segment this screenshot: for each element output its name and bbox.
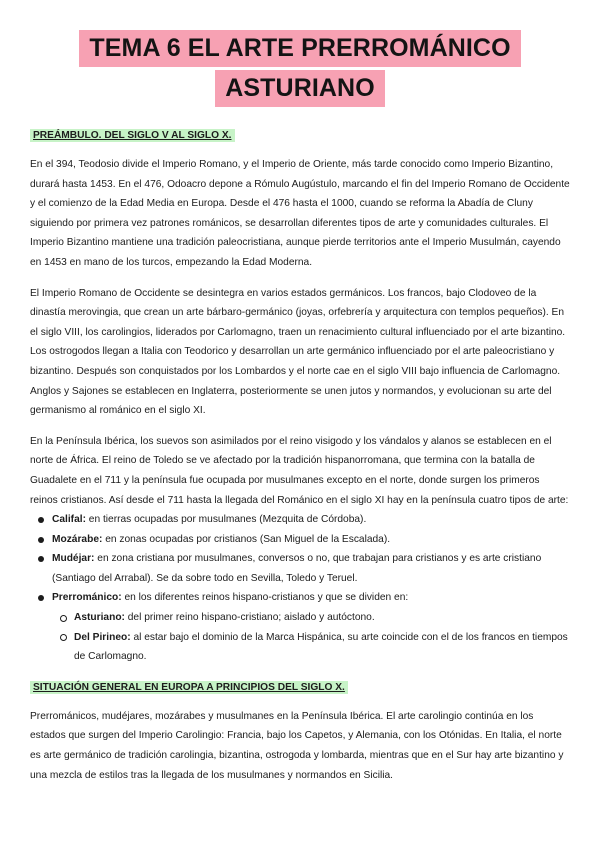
page-title-line-1: TEMA 6 EL ARTE PRERROMÁNICO [79,30,520,67]
list-item-term: Mudéjar: [52,553,95,565]
paragraph-1: En el 394, Teodosio divide el Imperio Romano, y el Imperio de Oriente, más tarde conocido como Imperio Bizantino, durará hasta 1453. En el 476, Odoacro depone a Rómulo Augústulo, marcando el fin del Imperio Romano de Occidente y el comienzo de la Edad Media en Europa. Desde el 476 hasta el 1000, cuando se reforma la Abadía de Cluny siguiendo por primera vez patrones románicos, se desarrollan diferentes tipos de arte y comunidades culturales. El Imperio Bizantino mantiene una tradición paleocristiana, aunque pierde territorios ante el Imperio Musulmán, cayendo en 1453 en mano de los turcos, empezando la Edad Moderna. [30,159,570,268]
section-heading-preambulo: PREÁMBULO. DEL SIGLO V AL SIGLO X. [30,129,235,142]
list-item-text: en tierras ocupadas por musulmanes (Mezquita de Córdoba). [85,514,367,526]
list-item-text: del primer reino hispano-cristiano; aislado y autóctono. [124,612,375,624]
section-preambulo [30,125,570,667]
prerromanico-sublist [52,608,570,667]
sublist-item-pirineo [74,628,570,667]
paragraph-4: Prerrománicos, mudéjares, mozárabes y musulmanes en la Península Ibérica. El arte carolingio continúa en los estados que surgen del Imperio Carolingio: Francia, bajo los Capetos, y Alemania, con los Otónidas. En Italia, el norte es arte germánico de tradición carolingia, bizantina, ostrogoda y lombarda, mientras que en el Sur hay arte bizantino y una mezcla de estilos tras la llegada de los musulmanes y normandos en Sicilia. [30,710,564,781]
section-situacion [30,677,570,785]
section-heading-situacion: SITUACIÓN GENERAL EN EUROPA A PRINCIPIOS DEL SIGLO X. [30,681,348,694]
art-types-list [30,510,570,667]
sublist-item-asturiano [74,608,570,628]
page-title-line-2: ASTURIANO [215,70,385,107]
list-item-califal [52,510,570,530]
list-item-term: Del Pirineo: [74,631,131,643]
list-item-mozarabe [52,530,570,550]
title-block [30,0,570,110]
list-item-term: Califal: [52,514,86,526]
list-item-text: en zonas ocupadas por cristianos (San Miguel de la Escalada). [102,533,391,545]
paragraph-2: El Imperio Romano de Occidente se desintegra en varios estados germánicos. Los francos, bajo Clodoveo de la dinastía merovingia, que crean un arte bárbaro-germánico (joyas, orfebrería y arquitectura con templos pequeños). En el siglo VIII, los carolingios, liderados por Carlomagno, traen un renacimiento cultural influenciado por el arte bizantino. Los ostrogodos llegan a Italia con Teodorico y desarrollan un arte germánico influenciado por el arte paleocristiano y bizantino. Después son conquistados por los Lombardos y el norte cae en el siglo VIII bajo influencia de Carlomagno. Anglos y Sajones se establecen en Inglaterra, posteriormente se unen jutos y normandos, y evolucionan su arte del germanismo al románico en el siglo XI. [30,287,566,417]
list-item-text: en zona cristiana por musulmanes, conversos o no, que trabajan para cristianos y es arte cristiano (Santiago del Arrabal). Se da sobre todo en Sevilla, Toledo y Teruel. [52,553,542,584]
list-item-text: en los diferentes reinos hispano-cristianos y que se dividen en: [121,592,409,604]
list-item-term: Asturiano: [74,612,125,624]
list-item-prerromanico [52,588,570,666]
list-item-term: Mozárabe: [52,533,103,545]
list-item-term: Prerrománico: [52,592,122,604]
paragraph-3: En la Península Ibérica, los suevos son asimilados por el reino visigodo y los vándalos y alanos se establecen en el norte de África. El reino de Toledo se ve afectado por la tradición hispanorromana, que termina con la batalla de Guadalete en el 711 y la península fue ocupada por musulmanes excepto en el norte, donde surgen los primeros reinos cristianos. Así desde el 711 hasta la llegada del Románico en el siglo XI hay en la península cuatro tipos de arte: [30,435,569,506]
list-item-text: al estar bajo el dominio de la Marca Hispánica, su arte coincide con el de los francos en tiempos de Carlomagno. [74,631,568,663]
list-item-mudejar [52,549,570,588]
